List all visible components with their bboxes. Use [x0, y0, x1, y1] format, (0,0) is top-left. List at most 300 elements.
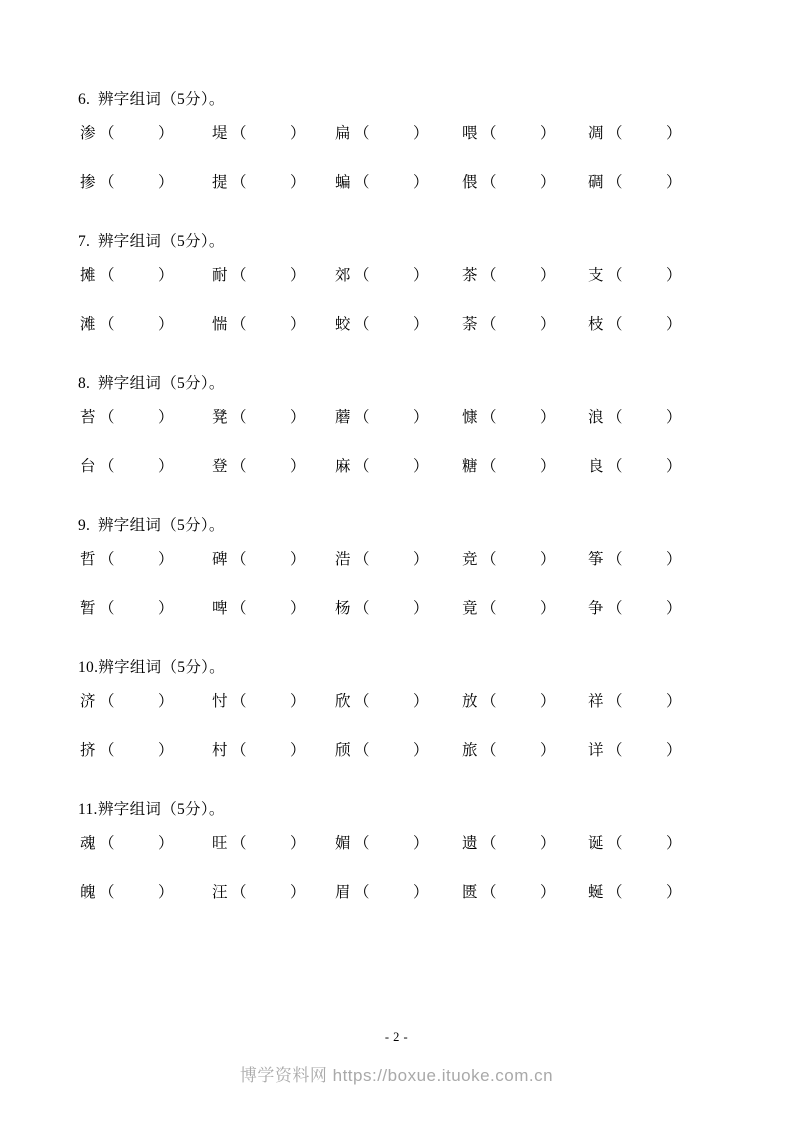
paren-open: （	[354, 409, 370, 426]
word-entry[interactable]	[212, 173, 335, 193]
character-row	[80, 599, 718, 648]
prompt-character: 凳	[212, 409, 228, 426]
answer-blank[interactable]	[110, 883, 158, 903]
prompt-character: 详	[588, 742, 604, 759]
paren-open: （	[99, 884, 115, 901]
word-entry[interactable]	[588, 834, 708, 854]
prompt-character: 糖	[462, 458, 478, 475]
paren-open: （	[99, 600, 115, 617]
word-entry[interactable]	[212, 457, 335, 477]
paren-close: ）	[158, 884, 174, 901]
paren-close: ）	[540, 693, 556, 710]
paren-open: （	[231, 600, 247, 617]
answer-blank[interactable]	[492, 315, 540, 335]
answer-blank[interactable]	[492, 834, 540, 854]
prompt-character: 偎	[462, 174, 478, 191]
answer-blank[interactable]	[242, 266, 290, 286]
word-entry[interactable]	[588, 266, 708, 286]
character-row	[80, 883, 718, 932]
exercise-section	[78, 370, 718, 506]
section-title-text: 辨字组词（5分）。	[98, 233, 225, 250]
character-row	[80, 550, 718, 599]
paren-close: ）	[666, 409, 682, 426]
paren-close: ）	[158, 316, 174, 333]
word-entry[interactable]	[212, 408, 335, 428]
word-entry[interactable]	[462, 457, 588, 477]
paren-close: ）	[413, 600, 429, 617]
answer-blank[interactable]	[492, 692, 540, 712]
prompt-character: 汪	[212, 884, 228, 901]
prompt-character: 蘑	[335, 409, 351, 426]
prompt-character: 枝	[588, 316, 604, 333]
word-entry[interactable]	[462, 315, 588, 335]
paren-close: ）	[413, 125, 429, 142]
word-entry[interactable]	[212, 550, 335, 570]
paren-close: ）	[540, 884, 556, 901]
answer-blank[interactable]	[242, 315, 290, 335]
paren-open: （	[354, 316, 370, 333]
paren-close: ）	[413, 316, 429, 333]
prompt-character: 忖	[212, 693, 228, 710]
answer-blank[interactable]	[618, 599, 666, 619]
prompt-character: 啤	[212, 600, 228, 617]
answer-blank[interactable]	[618, 315, 666, 335]
word-entry[interactable]	[80, 741, 212, 761]
word-entry[interactable]	[212, 741, 335, 761]
prompt-character: 暂	[80, 600, 96, 617]
answer-blank[interactable]	[618, 266, 666, 286]
prompt-character: 竞	[462, 551, 478, 568]
word-entry[interactable]	[335, 315, 462, 335]
paren-open: （	[231, 125, 247, 142]
paren-open: （	[231, 742, 247, 759]
answer-blank[interactable]	[492, 741, 540, 761]
page-footer	[0, 1030, 793, 1086]
word-entry[interactable]	[588, 692, 708, 712]
paren-close: ）	[540, 316, 556, 333]
exercise-section	[78, 86, 718, 222]
prompt-character: 浪	[588, 409, 604, 426]
answer-blank[interactable]	[618, 124, 666, 144]
word-entry[interactable]	[335, 883, 462, 903]
answer-blank[interactable]	[365, 408, 413, 428]
word-entry[interactable]	[80, 692, 212, 712]
answer-blank[interactable]	[618, 883, 666, 903]
prompt-character: 旺	[212, 835, 228, 852]
paren-close: ）	[666, 693, 682, 710]
word-entry[interactable]	[212, 599, 335, 619]
answer-blank[interactable]	[365, 173, 413, 193]
answer-blank[interactable]	[492, 408, 540, 428]
answer-blank[interactable]	[618, 741, 666, 761]
answer-blank[interactable]	[242, 692, 290, 712]
section-heading	[78, 654, 718, 682]
prompt-character: 争	[588, 600, 604, 617]
paren-close: ）	[290, 267, 306, 284]
section-heading	[78, 370, 718, 398]
word-entry[interactable]	[80, 550, 212, 570]
paren-open: （	[99, 267, 115, 284]
character-row	[80, 834, 718, 883]
word-entry[interactable]	[462, 550, 588, 570]
page-number: - 2 -	[384, 1030, 409, 1044]
prompt-character: 滩	[80, 316, 96, 333]
answer-blank[interactable]	[110, 457, 158, 477]
answer-blank[interactable]	[365, 692, 413, 712]
paren-open: （	[607, 174, 623, 191]
paren-open: （	[481, 458, 497, 475]
paren-close: ）	[413, 174, 429, 191]
word-entry[interactable]	[588, 599, 708, 619]
paren-open: （	[99, 409, 115, 426]
prompt-character: 碑	[212, 551, 228, 568]
exercise-section	[78, 228, 718, 364]
word-entry[interactable]	[80, 408, 212, 428]
paren-close: ）	[290, 458, 306, 475]
word-entry[interactable]	[462, 692, 588, 712]
paren-open: （	[354, 600, 370, 617]
paren-open: （	[231, 551, 247, 568]
prompt-character: 筝	[588, 551, 604, 568]
word-entry[interactable]	[335, 408, 462, 428]
word-entry[interactable]	[335, 173, 462, 193]
prompt-character: 碉	[588, 174, 604, 191]
answer-blank[interactable]	[365, 741, 413, 761]
answer-blank[interactable]	[365, 550, 413, 570]
prompt-character: 慷	[462, 409, 478, 426]
exercise-section	[78, 654, 718, 790]
paren-open: （	[99, 125, 115, 142]
paren-open: （	[607, 742, 623, 759]
answer-blank[interactable]	[110, 599, 158, 619]
paren-close: ）	[158, 742, 174, 759]
word-entry[interactable]	[80, 266, 212, 286]
prompt-character: 台	[80, 458, 96, 475]
paren-open: （	[354, 174, 370, 191]
answer-blank[interactable]	[365, 315, 413, 335]
paren-close: ）	[666, 884, 682, 901]
prompt-character: 济	[80, 693, 96, 710]
paren-open: （	[231, 884, 247, 901]
answer-blank[interactable]	[242, 457, 290, 477]
answer-blank[interactable]	[110, 834, 158, 854]
word-entry[interactable]	[462, 408, 588, 428]
word-entry[interactable]	[335, 124, 462, 144]
answer-blank[interactable]	[618, 550, 666, 570]
word-entry[interactable]	[588, 315, 708, 335]
prompt-character: 竟	[462, 600, 478, 617]
prompt-character: 苔	[80, 409, 96, 426]
answer-blank[interactable]	[365, 834, 413, 854]
answer-blank[interactable]	[492, 124, 540, 144]
answer-blank[interactable]	[492, 173, 540, 193]
paren-close: ）	[290, 551, 306, 568]
character-row	[80, 315, 718, 364]
paren-close: ）	[666, 600, 682, 617]
character-rows	[78, 550, 718, 648]
paren-open: （	[607, 458, 623, 475]
answer-blank[interactable]	[242, 741, 290, 761]
answer-blank[interactable]	[110, 550, 158, 570]
prompt-character: 浩	[335, 551, 351, 568]
paren-open: （	[231, 458, 247, 475]
paren-open: （	[354, 125, 370, 142]
exercise-section	[78, 796, 718, 932]
word-entry[interactable]	[335, 834, 462, 854]
paren-open: （	[607, 267, 623, 284]
word-entry[interactable]	[335, 692, 462, 712]
paren-open: （	[231, 835, 247, 852]
answer-blank[interactable]	[365, 883, 413, 903]
character-row	[80, 408, 718, 457]
paren-open: （	[354, 267, 370, 284]
prompt-character: 摊	[80, 267, 96, 284]
paren-close: ）	[540, 267, 556, 284]
answer-blank[interactable]	[492, 599, 540, 619]
word-entry[interactable]	[588, 457, 708, 477]
paren-open: （	[231, 316, 247, 333]
word-entry[interactable]	[462, 266, 588, 286]
word-entry[interactable]	[212, 692, 335, 712]
paren-close: ）	[290, 409, 306, 426]
paren-open: （	[481, 125, 497, 142]
paren-open: （	[607, 884, 623, 901]
paren-close: ）	[540, 835, 556, 852]
character-row	[80, 173, 718, 222]
paren-close: ）	[540, 742, 556, 759]
character-rows	[78, 124, 718, 222]
paren-open: （	[607, 409, 623, 426]
section-heading	[78, 228, 718, 256]
paren-close: ）	[413, 409, 429, 426]
answer-blank[interactable]	[110, 692, 158, 712]
character-rows	[78, 834, 718, 932]
word-entry[interactable]	[212, 315, 335, 335]
word-entry[interactable]	[462, 834, 588, 854]
answer-blank[interactable]	[492, 266, 540, 286]
paren-close: ）	[290, 174, 306, 191]
paren-close: ）	[666, 551, 682, 568]
answer-blank[interactable]	[110, 315, 158, 335]
paren-open: （	[99, 458, 115, 475]
prompt-character: 旅	[462, 742, 478, 759]
character-row	[80, 741, 718, 790]
answer-blank[interactable]	[618, 834, 666, 854]
character-row	[80, 124, 718, 173]
paren-close: ）	[158, 174, 174, 191]
word-entry[interactable]	[80, 124, 212, 144]
answer-blank[interactable]	[110, 124, 158, 144]
answer-blank[interactable]	[365, 457, 413, 477]
answer-blank[interactable]	[110, 173, 158, 193]
paren-open: （	[354, 835, 370, 852]
paren-open: （	[99, 316, 115, 333]
answer-blank[interactable]	[618, 457, 666, 477]
paren-open: （	[481, 884, 497, 901]
paren-close: ）	[666, 174, 682, 191]
word-entry[interactable]	[80, 834, 212, 854]
paren-close: ）	[413, 693, 429, 710]
word-entry[interactable]	[588, 550, 708, 570]
answer-blank[interactable]	[365, 124, 413, 144]
word-entry[interactable]	[212, 124, 335, 144]
paren-close: ）	[290, 742, 306, 759]
prompt-character: 喂	[462, 125, 478, 142]
paren-open: （	[607, 551, 623, 568]
answer-blank[interactable]	[242, 599, 290, 619]
paren-open: （	[231, 693, 247, 710]
word-entry[interactable]	[588, 124, 708, 144]
paren-close: ）	[666, 125, 682, 142]
prompt-character: 魂	[80, 835, 96, 852]
word-entry[interactable]	[462, 883, 588, 903]
word-entry[interactable]	[588, 173, 708, 193]
prompt-character: 荼	[462, 316, 478, 333]
paren-close: ）	[666, 458, 682, 475]
paren-close: ）	[158, 693, 174, 710]
word-entry[interactable]	[80, 883, 212, 903]
prompt-character: 提	[212, 174, 228, 191]
section-number: 7.	[78, 233, 91, 250]
word-entry[interactable]	[462, 599, 588, 619]
word-entry[interactable]	[335, 550, 462, 570]
word-entry[interactable]	[462, 741, 588, 761]
paren-close: ）	[290, 693, 306, 710]
word-entry[interactable]	[80, 315, 212, 335]
prompt-character: 蜒	[588, 884, 604, 901]
prompt-character: 渗	[80, 125, 96, 142]
answer-blank[interactable]	[242, 124, 290, 144]
paren-open: （	[354, 551, 370, 568]
answer-blank[interactable]	[492, 550, 540, 570]
section-title-text: 辨字组词（5分）。	[98, 91, 225, 108]
paren-close: ）	[413, 884, 429, 901]
paren-open: （	[354, 742, 370, 759]
paren-close: ）	[666, 267, 682, 284]
answer-blank[interactable]	[492, 457, 540, 477]
answer-blank[interactable]	[365, 266, 413, 286]
paren-open: （	[481, 835, 497, 852]
character-rows	[78, 692, 718, 790]
answer-blank[interactable]	[242, 883, 290, 903]
prompt-character: 欣	[335, 693, 351, 710]
word-entry[interactable]	[212, 266, 335, 286]
answer-blank[interactable]	[492, 883, 540, 903]
prompt-character: 杨	[335, 600, 351, 617]
answer-blank[interactable]	[618, 692, 666, 712]
word-entry[interactable]	[588, 408, 708, 428]
prompt-character: 麻	[335, 458, 351, 475]
paren-open: （	[99, 174, 115, 191]
paren-open: （	[231, 267, 247, 284]
paren-close: ）	[158, 267, 174, 284]
section-title-text: 辨字组词（5分）。	[98, 659, 225, 676]
word-entry[interactable]	[335, 741, 462, 761]
paren-open: （	[99, 742, 115, 759]
watermark-text: 博学资料网 https://boxue.ituoke.com.cn	[239, 1066, 554, 1085]
prompt-character: 放	[462, 693, 478, 710]
prompt-character: 魄	[80, 884, 96, 901]
character-row	[80, 692, 718, 741]
word-entry[interactable]	[80, 457, 212, 477]
section-title-text: 辨字组词（5分）。	[98, 517, 225, 534]
answer-blank[interactable]	[618, 173, 666, 193]
exercise-list	[78, 86, 718, 938]
word-entry[interactable]	[335, 599, 462, 619]
section-title-text: 辨字组词（5分）。	[98, 375, 225, 392]
paren-close: ）	[158, 551, 174, 568]
prompt-character: 郊	[335, 267, 351, 284]
answer-blank[interactable]	[242, 834, 290, 854]
prompt-character: 蛟	[335, 316, 351, 333]
paren-open: （	[607, 600, 623, 617]
word-entry[interactable]	[588, 741, 708, 761]
paren-open: （	[481, 600, 497, 617]
paren-open: （	[481, 551, 497, 568]
prompt-character: 登	[212, 458, 228, 475]
word-entry[interactable]	[212, 883, 335, 903]
paren-open: （	[99, 693, 115, 710]
paren-open: （	[354, 458, 370, 475]
answer-blank[interactable]	[242, 173, 290, 193]
word-entry[interactable]	[80, 173, 212, 193]
paren-close: ）	[290, 316, 306, 333]
paren-open: （	[231, 409, 247, 426]
prompt-character: 支	[588, 267, 604, 284]
answer-blank[interactable]	[618, 408, 666, 428]
paren-close: ）	[413, 551, 429, 568]
word-entry[interactable]	[335, 266, 462, 286]
word-entry[interactable]	[212, 834, 335, 854]
paren-open: （	[231, 174, 247, 191]
answer-blank[interactable]	[365, 599, 413, 619]
prompt-character: 诞	[588, 835, 604, 852]
word-entry[interactable]	[80, 599, 212, 619]
paren-close: ）	[666, 835, 682, 852]
paren-close: ）	[540, 458, 556, 475]
character-rows	[78, 266, 718, 364]
prompt-character: 匮	[462, 884, 478, 901]
answer-blank[interactable]	[242, 550, 290, 570]
word-entry[interactable]	[588, 883, 708, 903]
paren-open: （	[481, 742, 497, 759]
paren-open: （	[607, 125, 623, 142]
word-entry[interactable]	[462, 124, 588, 144]
prompt-character: 凋	[588, 125, 604, 142]
paren-open: （	[354, 693, 370, 710]
word-entry[interactable]	[462, 173, 588, 193]
answer-blank[interactable]	[110, 266, 158, 286]
section-number: 9.	[78, 517, 91, 534]
answer-blank[interactable]	[110, 408, 158, 428]
paren-open: （	[354, 884, 370, 901]
section-number: 8.	[78, 375, 91, 392]
answer-blank[interactable]	[242, 408, 290, 428]
prompt-character: 哲	[80, 551, 96, 568]
section-heading	[78, 796, 718, 824]
paren-close: ）	[290, 125, 306, 142]
prompt-character: 遗	[462, 835, 478, 852]
section-title-text: 辨字组词（5分）。	[98, 801, 225, 818]
paren-close: ）	[666, 316, 682, 333]
prompt-character: 扁	[335, 125, 351, 142]
paren-close: ）	[158, 600, 174, 617]
prompt-character: 颀	[335, 742, 351, 759]
answer-blank[interactable]	[110, 741, 158, 761]
paren-close: ）	[158, 125, 174, 142]
word-entry[interactable]	[335, 457, 462, 477]
paren-close: ）	[290, 884, 306, 901]
